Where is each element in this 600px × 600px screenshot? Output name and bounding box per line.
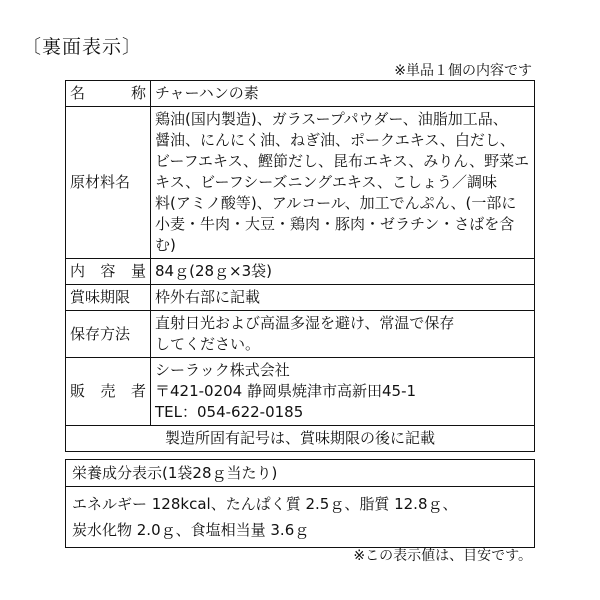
nutrition-title: 栄養成分表示(1袋28ｇ当たり) xyxy=(66,460,534,487)
row-expiry xyxy=(66,285,535,311)
expiry-value: 枠外右部に記載 xyxy=(151,285,535,311)
ingredients-line: ビーフエキス、鰹節だし、昆布エキス、みりん、野菜エ xyxy=(155,152,530,170)
nutrition-line: 炭水化物 2.0ｇ、食塩相当量 3.6ｇ xyxy=(72,521,310,539)
ingredients-line: 醤油、にんにく油、ねぎ油、ポークエキス、白だし、 xyxy=(155,131,515,149)
estimate-note: ※この表示値は、目安です。 xyxy=(353,548,532,564)
row-content xyxy=(66,259,535,285)
section-heading: 〔裏面表示〕 xyxy=(22,36,143,58)
seller-value xyxy=(151,358,535,426)
seller-line: 〒421-0204 静岡県焼津市高新田45-1 xyxy=(155,382,417,400)
nutrition-line: エネルギー 128kcal、たんぱく質 2.5ｇ、脂質 12.8ｇ、 xyxy=(72,495,458,513)
ingredients-value xyxy=(151,107,535,259)
expiry-key: 賞味期限 xyxy=(66,285,151,311)
product-label-table xyxy=(65,80,535,452)
factory-note: 製造所固有記号は、賞味期限の後に記載 xyxy=(66,426,535,452)
content-value: 84ｇ(28ｇ×3袋) xyxy=(151,259,535,285)
name-value: チャーハンの素 xyxy=(151,81,535,107)
seller-line: TEL：054-622-0185 xyxy=(155,403,304,421)
row-factory-note xyxy=(66,426,535,452)
content-key: 内 容 量 xyxy=(66,259,151,285)
storage-key: 保存方法 xyxy=(66,311,151,358)
nutrition-box xyxy=(65,459,535,548)
row-name xyxy=(66,81,535,107)
nutrition-values xyxy=(66,487,534,547)
ingredients-key: 原材料名 xyxy=(66,107,151,259)
seller-line: シーラック株式会社 xyxy=(155,361,290,379)
storage-line: してください。 xyxy=(155,335,261,353)
unit-note: ※単品１個の内容です xyxy=(394,63,532,79)
ingredients-line: 料(アミノ酸等)、アルコール、加工でんぷん、(一部に xyxy=(155,194,517,212)
ingredients-line: キス、ビーフシーズニングエキス、こしょう／調味 xyxy=(155,173,498,191)
ingredients-line: 鶏油(国内製造)、ガラスープパウダー、油脂加工品、 xyxy=(155,110,508,128)
storage-line: 直射日光および高温多湿を避け、常温で保存 xyxy=(155,314,455,332)
name-key: 名 称 xyxy=(66,81,151,107)
row-storage xyxy=(66,311,535,358)
ingredients-line: 小麦・牛肉・大豆・鶏肉・豚肉・ゼラチン・さばを含む) xyxy=(155,215,515,254)
storage-value xyxy=(151,311,535,358)
row-ingredients xyxy=(66,107,535,259)
seller-key: 販 売 者 xyxy=(66,358,151,426)
row-seller xyxy=(66,358,535,426)
